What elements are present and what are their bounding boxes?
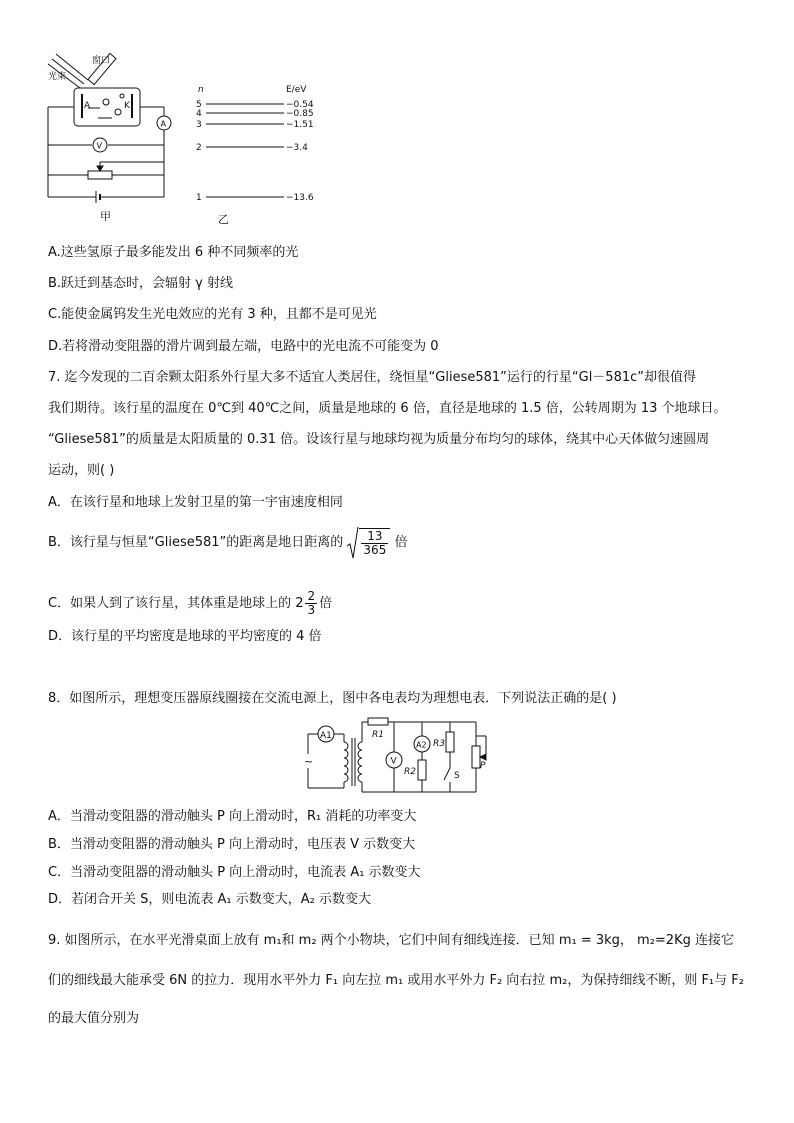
q6-option-a: A.这些氢原子最多能发出 6 种不同频率的光 [48, 245, 299, 260]
q7-option-c: C．如果人到了该行星，其体重是地球上的 2 $\frac{2}{3}$ 倍 [48, 589, 333, 617]
svg-text:−3.4: −3.4 [286, 143, 308, 153]
q7-stem-line4: 运动，则( ) [48, 463, 115, 478]
light-beam-label: 光束 [48, 72, 67, 82]
voltmeter-symbol: V [96, 141, 102, 151]
level-2 [196, 143, 308, 153]
q7-stem-line1: 7. 迄今发现的二百余颗太阳系外行星大多不适宜人类居住，绕恒星“Gliese581”运行的行星“Gl－581c”却很值得 [48, 370, 697, 385]
resistor-r1-label: R1 [372, 730, 384, 740]
q8-stem: 8．如图所示，理想变压器原线圈接在交流电源上，图中各电表均为理想电表．下列说法正确的是( ) [48, 691, 617, 706]
q6-option-c: C.能使金属钨发生光电效应的光有 3 种，且都不是可见光 [48, 307, 377, 322]
svg-text:2: 2 [196, 143, 202, 153]
svg-text:1: 1 [196, 193, 202, 203]
svg-text:4: 4 [196, 109, 202, 119]
q7-option-d: D．该行星的平均密度是地球的平均密度的 4 倍 [48, 629, 322, 644]
q9-stem-line3: 的最大值分别为 [48, 1011, 140, 1026]
q8-option-c: C．当滑动变阻器的滑动触头 P 向上滑动时，电流表 A₁ 示数变大 [48, 865, 421, 880]
figure-energy-levels [192, 82, 332, 227]
sqrt-fraction: $\frac{13}{365}$ [347, 528, 390, 557]
svg-text:5: 5 [196, 100, 202, 110]
figure-jia-caption: 甲 [100, 210, 111, 223]
q7-option-a: A．在该行星和地球上发射卫星的第一宇宙速度相同 [48, 495, 343, 510]
level-3 [196, 120, 314, 130]
window-label: 窗口 [92, 56, 111, 66]
svg-text:−0.85: −0.85 [286, 109, 314, 119]
electrode-k-label: K [124, 101, 130, 111]
switch-s-label: S [454, 771, 460, 781]
ammeter-a2-symbol: A2 [416, 740, 427, 750]
ac-source-symbol: ~ [304, 755, 314, 768]
slider-p-label: P [480, 761, 486, 771]
voltmeter-symbol: V [390, 756, 397, 767]
svg-text:3: 3 [196, 120, 202, 130]
q7-stem-line2: 我们期待。该行星的温度在 0℃到 40℃之间，质量是地球的 6 倍，直径是地球的 1.5 倍，公转周期为 13 个地球日。 [48, 401, 727, 416]
q6-option-d: D.若将滑动变阻器的滑片调到最左端，电路中的光电流不可能变为 0 [48, 339, 439, 354]
q8-option-a: A．当滑动变阻器的滑动触头 P 向上滑动时，R₁ 消耗的功率变大 [48, 809, 417, 824]
ammeter-symbol: A [160, 119, 166, 129]
q6-option-b: B.跃迁到基态时，会辐射 γ 射线 [48, 276, 234, 291]
ammeter-a1-symbol: A1 [320, 731, 332, 741]
n-header: n [198, 85, 204, 95]
figure-yi-caption: 乙 [218, 213, 229, 226]
figure-transformer-circuit [300, 716, 490, 798]
electrode-a-label: A [84, 101, 91, 111]
q9-stem-line1: 9. 如图所示，在水平光滑桌面上放有 m₁和 m₂ 两个小物块，它们中间有细线连接．已知 m₁ = 3kg， m₂=2Kg 连接它 [48, 933, 734, 948]
resistor-r2-label: R2 [404, 767, 416, 777]
level-1 [196, 193, 314, 203]
figure-photoelectric-circuit [40, 50, 190, 225]
mixed-fraction: $\frac{2}{3}$ [307, 589, 316, 617]
resistor-r3-label: R3 [433, 739, 445, 749]
svg-text:−13.6: −13.6 [286, 193, 314, 203]
svg-text:−0.54: −0.54 [286, 100, 314, 110]
q7-stem-line3: “Gliese581”的质量是太阳质量的 0.31 倍。设该行星与地球均视为质量分布均匀的球体，绕其中心天体做匀速圆周 [48, 432, 710, 447]
level-4 [196, 109, 314, 119]
q8-option-b: B．当滑动变阻器的滑动触头 P 向上滑动时，电压表 V 示数变大 [48, 837, 416, 852]
q7-option-b: B．该行星与恒星“Gliese581”的距离是地日距离的 $\frac{13}{365}$ 倍 [48, 529, 408, 557]
svg-text:−1.51: −1.51 [286, 120, 314, 130]
q9-stem-line2: 们的细线最大能承受 6N 的拉力．现用水平外力 F₁ 向左拉 m₁ 或用水平外力 F₂ 向右拉 m₂，为保持细线不断，则 F₁与 F₂ [48, 973, 744, 988]
energy-header: E/eV [286, 85, 307, 95]
q8-option-d: D．若闭合开关 S，则电流表 A₁ 示数变大，A₂ 示数变大 [48, 892, 372, 907]
